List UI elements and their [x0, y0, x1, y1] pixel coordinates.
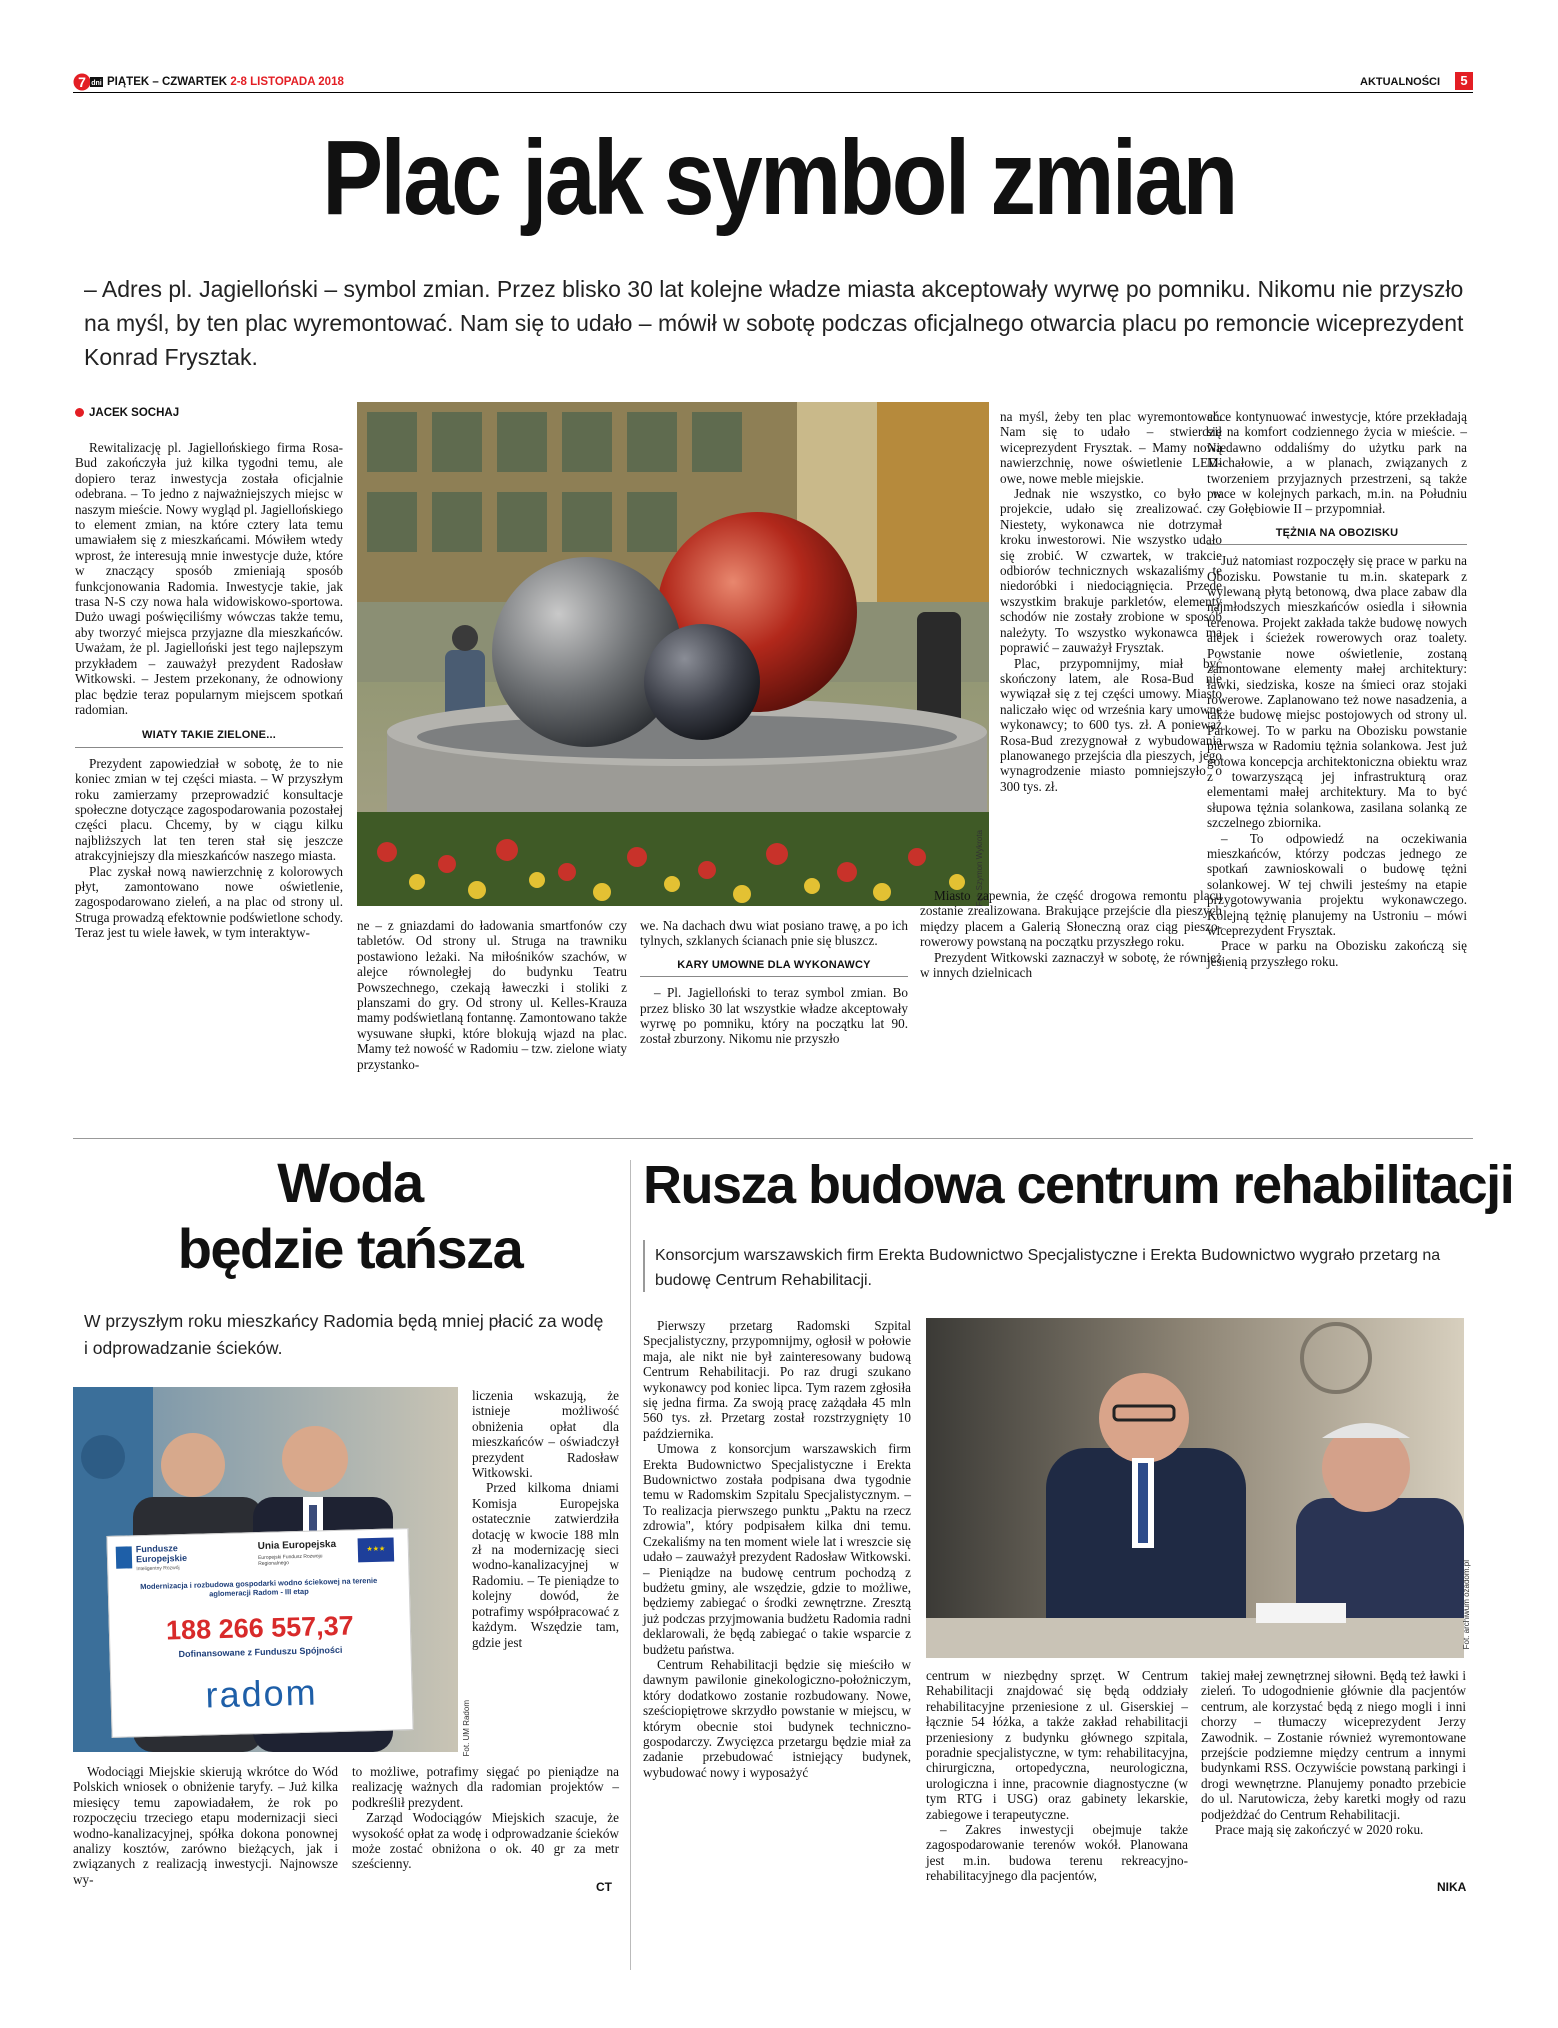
article2-title-line1: Woda: [277, 1151, 423, 1214]
issue-days: PIĄTEK – CZWARTEK: [107, 76, 231, 88]
eu-flag-icon: ★★★: [358, 1537, 395, 1562]
fe-label: Fundusze Europejskie: [135, 1543, 188, 1565]
article2-signature: CT: [596, 1880, 612, 1894]
sign-financing: Dofinansowane z Funduszu Spójności: [178, 1644, 343, 1660]
photo-credit: Fot. UM Radom: [462, 1700, 471, 1757]
paragraph: Plac zyskał nową nawierzchnię z kolorowych płyt, zamontowano nowe oświetlenie, zagospodarowano zieleń, a na plac od strony ul. Struga prowadzą efektownie podświetlone schody. Teraz jest tu wiele ławek, w tym interaktyw-: [75, 863, 343, 941]
subhead-teznia: TĘŻNIA NA OBOZISKU: [1207, 523, 1467, 545]
paragraph: takiej małej zewnętrznej siłowni. Będą też ławki i zieleń. To udogodnienie głównie dla pacjentów centrum, ale korzystać będą z niego mogli i inni chorzy – tłumaczy wiceprezydent Jerzy Zawodnik. – Zostanie również wyremontowane przejście podziemne między centrum a innymi budynkami RSS. Oczywiście powstaną parkingi i drogi wewnętrzne. Planujemy ponadto przebicie do ul. Narutowicza, żeby karetki mogły od razu podjeżdżać do Centrum Rehabilitacji.: [1201, 1668, 1466, 1822]
header-rule: [73, 92, 1473, 93]
paragraph: – To odpowiedź na oczekiwania mieszkańców, którzy podczas jednego ze spotkań zawnioskowali o budowę tężni solankowej. W tej chwili jesteśmy na etapie przygotowywania projektu wykonawczego. Kolejną tężnię planujemy na Ustroniu – mówi wiceprezydent Frysztak.: [1207, 830, 1467, 938]
article1-col1: [75, 440, 343, 941]
svg-text:7: 7: [78, 74, 86, 90]
paragraph: Rewitalizację pl. Jagiellońskiego firma Rosa-Bud zakończyła już kilka tygodni temu, ale dopiero teraz inwestycja została oficjalnie odebrana. – To jedno z najważniejszych miejsc w naszym mieście. Nowy wygląd pl. Jagiellońskiego to element zmian, na które cztery lata temu umawiałem się z mieszkańcami. Mówiłem wtedy wprost, że interesują mnie inwestycje duże, które w znaczący sposób zmieniają sposób funkcjonowania Radomia. Inwestycje takie, jak trasa N-S czy nowa hala widowiskowo-sportowa. Dużo uwagi poświęciliśmy wówczas także temu, aby tworzyć miejsca przyjazne dla mieszkańców. Uważam, że pl. Jagielloński jest tego najlepszym przykładem – zauważył prezydent Radosław Witkowski. – Jestem przekonany, że odnowiony plac będzie teraz popularnym miejscem spotkań radomian.: [75, 440, 343, 717]
article1-col4: [1000, 409, 1222, 794]
photo-credit: Fot. archiwum ozadom.pl: [1462, 1560, 1471, 1650]
article3-col2: [926, 1668, 1188, 1884]
paragraph: we. Na dachach dwu wiat posiano trawę, a po ich tylnych, szklanych ścianach pnie się bluszcz.: [640, 918, 908, 949]
paragraph: Pierwszy przetarg Radomski Szpital Specjalistyczny, przypomnijmy, ogłosił w połowie maja, ale nikt nie był zainteresowany budową Centrum Rehabilitacji. Po raz drugi szukano wykonawcy pod koniec lipca. Tym razem zgłosiła się jedna firma. Za swoją pracę zażądała 45 mln 560 tys. zł. Przetarg został rozstrzygnięty 10 października.: [643, 1318, 911, 1441]
article2-title-line2: będzie tańsza: [177, 1217, 523, 1280]
subhead-kary: KARY UMOWNE DLA WYKONAWCY: [640, 955, 908, 977]
svg-text:dni: dni: [91, 80, 102, 87]
article1-col5: [1207, 409, 1467, 969]
paragraph: Plac, przypomnijmy, miał być skończony latem, ale Rosa-Bud nie wywiązał się z tej części umowy. Miasto naliczało więc od września kary umowne wykonawcy; to 600 tys. zł. A ponieważ Rosa-Bud zrezygnował z wybudowania planowanego przejścia dla pieszych, jego wynagrodzenie miasto pomniejszyło o 300 tys. zł.: [1000, 655, 1222, 794]
fe-sub: Inteligentny Rozwój: [136, 1565, 180, 1573]
masthead-logo: [73, 73, 103, 91]
article2-title: [80, 1150, 620, 1282]
article1-col3: [640, 918, 908, 1047]
issue-dates: 2-8 LISTOPADA 2018: [230, 76, 344, 88]
paragraph: Prezydent Witkowski zaznaczył w sobotę, że również w innych dzielnicach: [920, 949, 1222, 981]
paragraph: Przed kilkoma dniami Komisja Europejska ostatecznie zatwierdziła dotację w kwocie 188 mln zł na modernizację sieci wodno-kanalizacyjnej w Radomiu. – Te pieniądze to kolejny dowód, że potrafimy współpracować z każdym. Wszędzie tam, gdzie jest: [472, 1480, 619, 1650]
article-separator: [73, 1138, 1473, 1139]
article2-col-right: [472, 1388, 619, 1650]
signing-photo: [926, 1318, 1464, 1658]
paragraph: Już natomiast rozpoczęły się prace w parku na Obozisku. Powstanie tu m.in. skatepark z wylewaną płytą betonową, dwa place zabaw dla najmłodszych mieszkańców osiedla i siłownia terenowa. Projekt zakłada także budowę nowych alejek i ścieżek rowerowych oraz toalety. Powstanie nowe oświetlenie, zostaną zamontowane elementy małej architektury: ławki, siedziska, kosze na śmieci oraz stojaki rowerowe. Zaplanowano też nowe nasadzenia, a także budowę miejsc postojowych od strony ul. Parkowej. To w parku na Obozisku powstanie pierwsza w Radomiu tężnia solankowa. Jest już gotowa koncepcja architektoniczna obiektu wraz z towarzyszącą jej infrastrukturą oraz elementami małej architektury. Ma to być słupowa tężnia solankowa, zasilana solanką ze szczelnego zbiornika.: [1207, 553, 1467, 831]
article3-col3: [1201, 1668, 1466, 1837]
paragraph: Umowa z konsorcjum warszawskich firm Erekta Budownictwo Specjalistyczne i Erekta Budownictwo została podpisana dwa tygodnie temu w Radomskim Szpitalu Specjalistycznym. – To realizacja pierwszego punktu „Paktu na rzecz zdrowia", który podpisałem kilka dni temu. Czekaliśmy na ten moment wiele lat i wreszcie się udało – zauważył prezydent Radosław Witkowski. – Pieniądze na budowę centrum pochodzą z budżetu gminy, ale wszędzie, gdzie to możliwe, będziemy zabiegać o środki zewnętrzne. Zresztą już podczas przyjmowania budżetu Radomia radni deklarowali, że będą zabiegać o takie wsparcie z budżetu państwa.: [643, 1441, 911, 1657]
paragraph: Centrum Rehabilitacji będzie się mieściło w dawnym pawilonie ginekologiczno-położniczym, który dodatkowo zostanie rozbudowany. Nowe, sześciopiętrowe skrzydło powstanie w miejscu, w którym obecnie stoi budynek techniczno-gospodarczy. Zwycięzca przetargu będzie miał za zadanie przebudować istniejący budynek, wybudować nowy i wyposażyć: [643, 1656, 911, 1780]
page-number: 5: [1455, 72, 1473, 90]
paragraph: to możliwe, potrafimy sięgać po pieniądze na realizację ważnych dla radomian projektów – podkreślił prezydent.: [352, 1764, 619, 1810]
fountain-photo: [357, 402, 989, 906]
article3-signature: NIKA: [1437, 1880, 1467, 1894]
article2-lead: W przyszłym roku mieszkańcy Radomia będą mniej płacić za wodę i odprowadzanie ścieków.: [84, 1311, 604, 1358]
article3-title: Rusza budowa centrum rehabilitacji: [643, 1155, 1514, 1215]
article1-col4-bottom: [920, 888, 1222, 980]
article1-col2: [357, 918, 627, 1072]
water-photo: [73, 1387, 458, 1752]
article3-lead: Konsorcjum warszawskich firm Erekta Budownictwo Specjalistyczne i Erekta Budownictwo wygrało przetarg na budowę Centrum Rehabilitacji.: [655, 1247, 1441, 1289]
article1-author: [75, 407, 179, 419]
radom-logo: radom: [205, 1671, 319, 1716]
paragraph: Miasto zapewnia, że część drogowa remontu placu zostanie zrealizowana. Brakujące przejście dla pieszych między placem a Galerią Słoneczną oraz ciąg pieszo-rowerowy powstaną na początku przyszłego roku.: [920, 888, 1222, 950]
paragraph: Jednak nie wszystko, co było w projekcie, udało się zrealizować. – Niestety, wykonawca nie dotrzymał kroku inwestorowi. Nie wszystko udało się zrobić. W czwartek, w trakcie odbiorów technicznych wskazaliśmy te niedoróbki i niedociągnięcia. Przede wszystkim brakuje parkletów, elementy schodów nie zostały zrobione w sposób należyty. To wszystko wykonawca ma poprawić – zauważył Frysztak.: [1000, 486, 1222, 656]
article3-lead-rule: [643, 1240, 645, 1292]
paragraph: ne – z gniazdami do ładowania smartfonów czy tabletów. Od strony ul. Struga na trawniku postawiono leżaki. Na miłośników szachów, w alejce równoległej do budynku Teatru Powszechnego, czekają ławeczki i stoliki z planszami do gry. Od strony ul. Kelles-Krauza mamy podświetlaną fontannę. Zamontowano także wysuwane słupki, które blokują wjazd na plac. Mamy też nowość w Radomiu – tzw. zielone wiaty przystanko-: [357, 918, 627, 1072]
paragraph: – Pl. Jagielloński to teraz symbol zmian. Bo przez blisko 30 lat wszystkie władze akceptowały wyrwę po pomniku, który na początku lat 90. został zburzony. Nikomu nie przyszło: [640, 985, 908, 1047]
eu-sub: Europejski Fundusz Rozwoju Regionalnego: [257, 1553, 323, 1568]
paragraph: Prace mają się zakończyć w 2020 roku.: [1215, 1822, 1424, 1838]
paragraph: – Zakres inwestycji obejmuje także zagospodarowanie terenów wokół. Planowana jest m.in. budowa terenu rekreacyjno-rehabilitacyjnego dla pacjentów,: [926, 1822, 1188, 1884]
paragraph: Wodociągi Miejskie skierują wkrótce do Wód Polskich wniosek o obniżenie taryfy. – Już kilka miesięcy temu zapowiadałem, że rok po rozpoczęciu trzeciego etapu modernizacji sieci wodno-kanalizacyjnej, spółka dokona ponownej analizy kosztów, zarówno bieżących, jak i związanych z realizacją inwestycji. Najnowsze wy-: [73, 1764, 338, 1887]
article1-title: Plac jak symbol zmian: [322, 119, 1236, 237]
paragraph: liczenia wskazują, że istnieje możliwość obniżenia opłat dla mieszkańców – oświadczył prezydent Radosław Witkowski.: [472, 1388, 619, 1481]
paragraph: centrum w niezbędny sprzęt. W Centrum Rehabilitacji znajdować się będą oddziały rehabilitacyjne przeniesione z ul. Giserskiej – łącznie 54 łóżka, a także zakład rehabilitacji przeniesiony z budynku głównego szpitala, poradnie specjalistyczne, w tym: rehabilitacyjna, chirurgiczna, ortopedyczna, neurologiczna, urologiczna i inne, pracownie diagnostyczne (w tym RTG i USG) oraz gabinety lekarskie, zabiegowe i terapeutyczne.: [926, 1668, 1188, 1822]
article1-lead: – Adres pl. Jagielloński – symbol zmian. Przez blisko 30 lat kolejne władze miasta akceptowały wyrwę po pomniku. Nikomu nie przyszło na myśl, by ten plac wyremontować. Nam się to udało – mówił w sobotę podczas oficjalnego otwarcia placu po remoncie wiceprezydent Konrad Frysztak.: [84, 276, 1464, 370]
subhead-wiaty: WIATY TAKIE ZIELONE...: [75, 725, 343, 747]
sign-amount: 188 266 557,37: [165, 1610, 355, 1646]
paragraph: Prezydent zapowiedział w sobotę, że to nie koniec zmian w tej części miasta. – W przyszłym roku zamierzamy przeprowadzić konsultacje społeczne dotyczące zagospodarowania pozostałej części placu. Chcemy, by w ciągu kilku najbliższych lat ten teren stał się jeszcze atrakcyjniejszy dla mieszkańców naszego miasta.: [75, 755, 343, 864]
paragraph: Zarząd Wodociągów Miejskich szacuje, że wysokość opłat za wodę i odprowadzanie ścieków może zostać obniżona o ok. 40 gr za metr sześcienny.: [352, 1810, 619, 1872]
section-label: AKTUALNOŚCI: [1360, 76, 1441, 88]
paragraph: na myśl, żeby ten plac wyremontować. Nam się to udało – stwierdził wiceprezydent Frysztak. – Mamy nową nawierzchnię, nowe oświetlenie LED-owe, nowe meble miejskie.: [1000, 409, 1222, 486]
sign-project-title: Modernizacja i rozbudowa gospodarki wodno ściekowej na terenie aglomeracji Radom - III etap: [140, 1575, 378, 1599]
paragraph: Prace w parku na Obozisku zakończą się jesienią przyszłego roku.: [1207, 938, 1467, 969]
author-name: JACEK SOCHAJ: [89, 407, 180, 419]
funding-sign: [106, 1528, 413, 1738]
fe-logo: [116, 1546, 133, 1568]
eu-label: Unia Europejska: [257, 1538, 337, 1553]
photo-credit: Fot. Szymon Wykrota: [975, 830, 984, 907]
author-bullet: [75, 408, 84, 417]
article2-col-mid: [352, 1764, 619, 1872]
issue-date: [107, 76, 344, 88]
article3-col1: [643, 1318, 911, 1780]
vertical-separator: [630, 1160, 631, 1970]
article2-col-left: [73, 1764, 338, 1887]
paragraph: chce kontynuować inwestycje, które przekładają się na komfort codziennego życia w mieście. – Niedawno oddaliśmy do użytku park na Michałowie, a w planach, związanych z tworzeniem przyjaznych przestrzeni, są także prace w kolejnych parkach, m.in. na Południu czy Gołębiowie II – przypomniał.: [1207, 409, 1467, 517]
